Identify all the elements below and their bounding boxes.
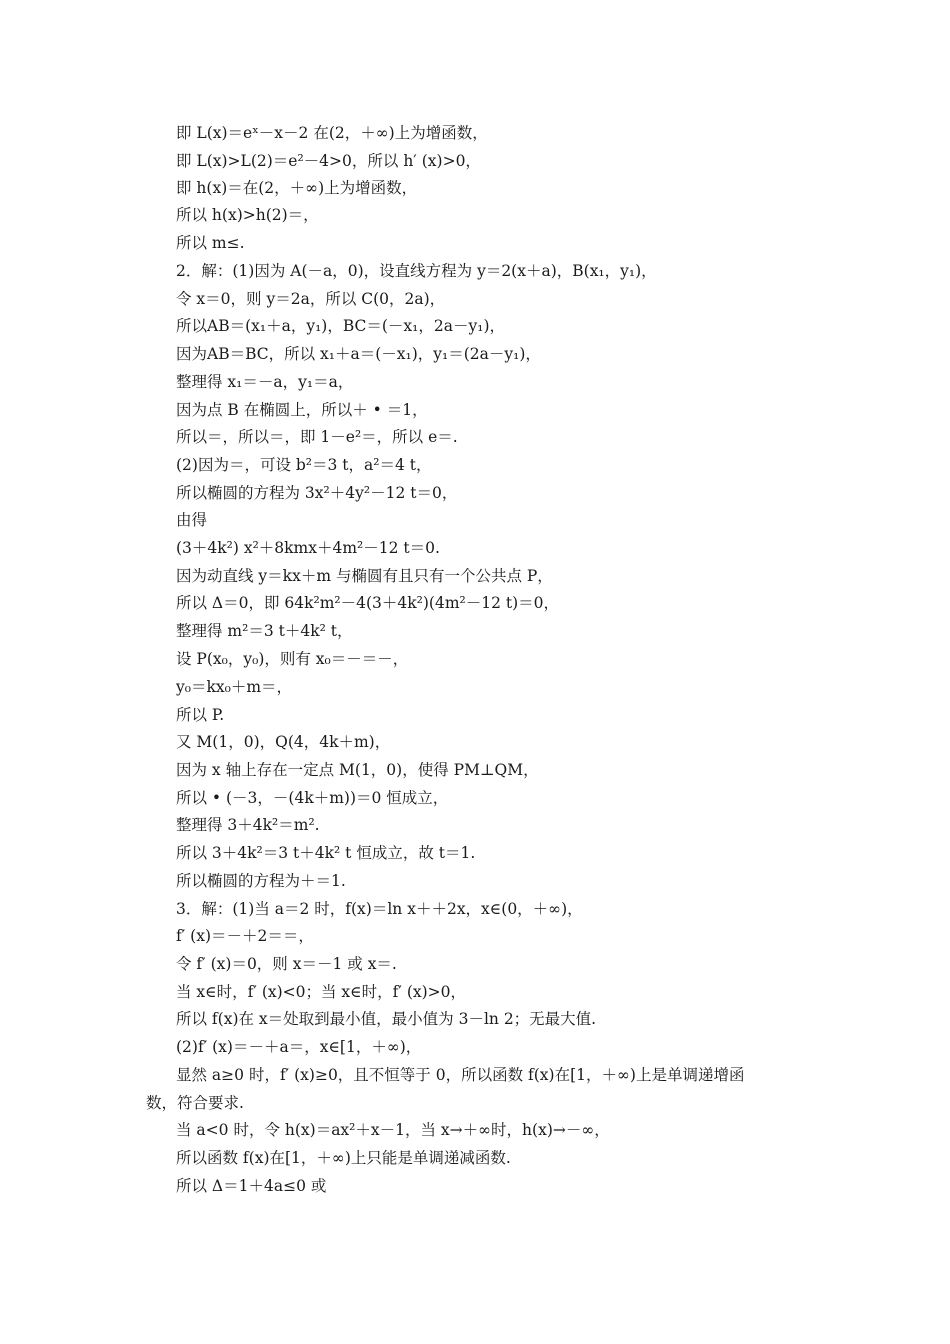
text-line: 所以 Δ＝0，即 64k²m²－4(3＋4k²)(4m²－12 t)＝0， xyxy=(176,594,560,612)
text-line: 所以 • (－3，－(4k＋m))＝0 恒成立， xyxy=(176,789,449,807)
text-line: f′ (x)＝－＋2＝＝， xyxy=(176,927,314,945)
text-line: 令 x＝0，则 y＝2a，所以 C(0，2a)， xyxy=(176,290,446,308)
text-line: 所以＝，所以＝，即 1－e²＝，所以 e＝. xyxy=(176,428,458,446)
text-line: 又 M(1，0)，Q(4，4k＋m)， xyxy=(176,733,391,751)
text-line: 因为AB＝BC，所以 x₁＋a＝(－x₁)，y₁＝(2a－y₁)， xyxy=(176,345,541,363)
text-line: 设 P(x₀，y₀)，则有 x₀＝－＝－， xyxy=(176,650,409,668)
text-line: 所以 3＋4k²＝3 t＋4k² t 恒成立，故 t＝1. xyxy=(176,844,476,862)
text-line: 即 h(x)＝在(2，＋∞)上为增函数， xyxy=(176,179,418,197)
text-line: 整理得 3＋4k²＝m². xyxy=(176,816,320,834)
text-line: 即 L(x)>L(2)＝e²－4>0，所以 h′ (x)>0， xyxy=(176,152,481,170)
text-line: 所以 h(x)>h(2)＝， xyxy=(176,206,319,224)
text-line: 因为动直线 y＝kx＋m 与椭圆有且只有一个公共点 P， xyxy=(176,567,553,585)
text-line: 即 L(x)＝eˣ－x－2 在(2，＋∞)上为增函数， xyxy=(176,124,488,142)
text-line: 所以椭圆的方程为 3x²＋4y²－12 t＝0， xyxy=(176,484,458,502)
text-line: 令 f′ (x)＝0，则 x＝－1 或 x＝. xyxy=(176,955,397,973)
text-line: 因为 x 轴上存在一定点 M(1，0)，使得 PM⊥QM， xyxy=(176,761,539,779)
text-line: 整理得 x₁＝－a，y₁＝a， xyxy=(176,373,354,391)
text-line: (2)f′ (x)＝－＋a＝，x∈[1，＋∞)， xyxy=(176,1038,422,1056)
text-line: y₀＝kx₀＋m＝， xyxy=(176,678,293,696)
text-line: 整理得 m²＝3 t＋4k² t， xyxy=(176,622,353,640)
text-line: 当 a<0 时，令 h(x)＝ax²＋x－1，当 x→＋∞时，h(x)→－∞， xyxy=(176,1121,610,1139)
text-line: 所以 m≤. xyxy=(176,234,245,252)
text-line: 所以 Δ＝1＋4a≤0 或 xyxy=(176,1177,327,1195)
text-line: 所以AB＝(x₁＋a，y₁)，BC＝(－x₁，2a－y₁)， xyxy=(176,317,506,335)
text-line: 所以 P. xyxy=(176,706,225,724)
text-line: 显然 a≥0 时，f′ (x)≥0，且不恒等于 0，所以函数 f(x)在[1，＋∞)上是单调递增函 xyxy=(176,1066,745,1084)
text-line: 所以函数 f(x)在[1，＋∞)上只能是单调递减函数. xyxy=(176,1149,511,1167)
text-line: 数，符合要求. xyxy=(146,1094,244,1112)
text-line: 所以 f(x)在 x＝处取到最小值，最小值为 3－ln 2；无最大值. xyxy=(176,1010,597,1028)
text-line: 2．解：(1)因为 A(－a，0)，设直线方程为 y＝2(x＋a)，B(x₁，y₁)， xyxy=(176,262,657,280)
text-line: 由得 xyxy=(176,511,208,529)
text-line: 当 x∈时，f′ (x)<0；当 x∈时，f′ (x)>0， xyxy=(176,983,467,1001)
text-line: (2)因为＝，可设 b²＝3 t，a²＝4 t， xyxy=(176,456,432,474)
text-line: 3．解：(1)当 a＝2 时，f(x)＝ln x＋＋2x，x∈(0，＋∞)， xyxy=(176,900,583,918)
text-line: 所以椭圆的方程为＋＝1. xyxy=(176,872,346,890)
text-line: (3＋4k²) x²＋8kmx＋4m²－12 t＝0. xyxy=(176,539,440,557)
text-line: 因为点 B 在椭圆上，所以＋ • ＝1， xyxy=(176,401,428,419)
